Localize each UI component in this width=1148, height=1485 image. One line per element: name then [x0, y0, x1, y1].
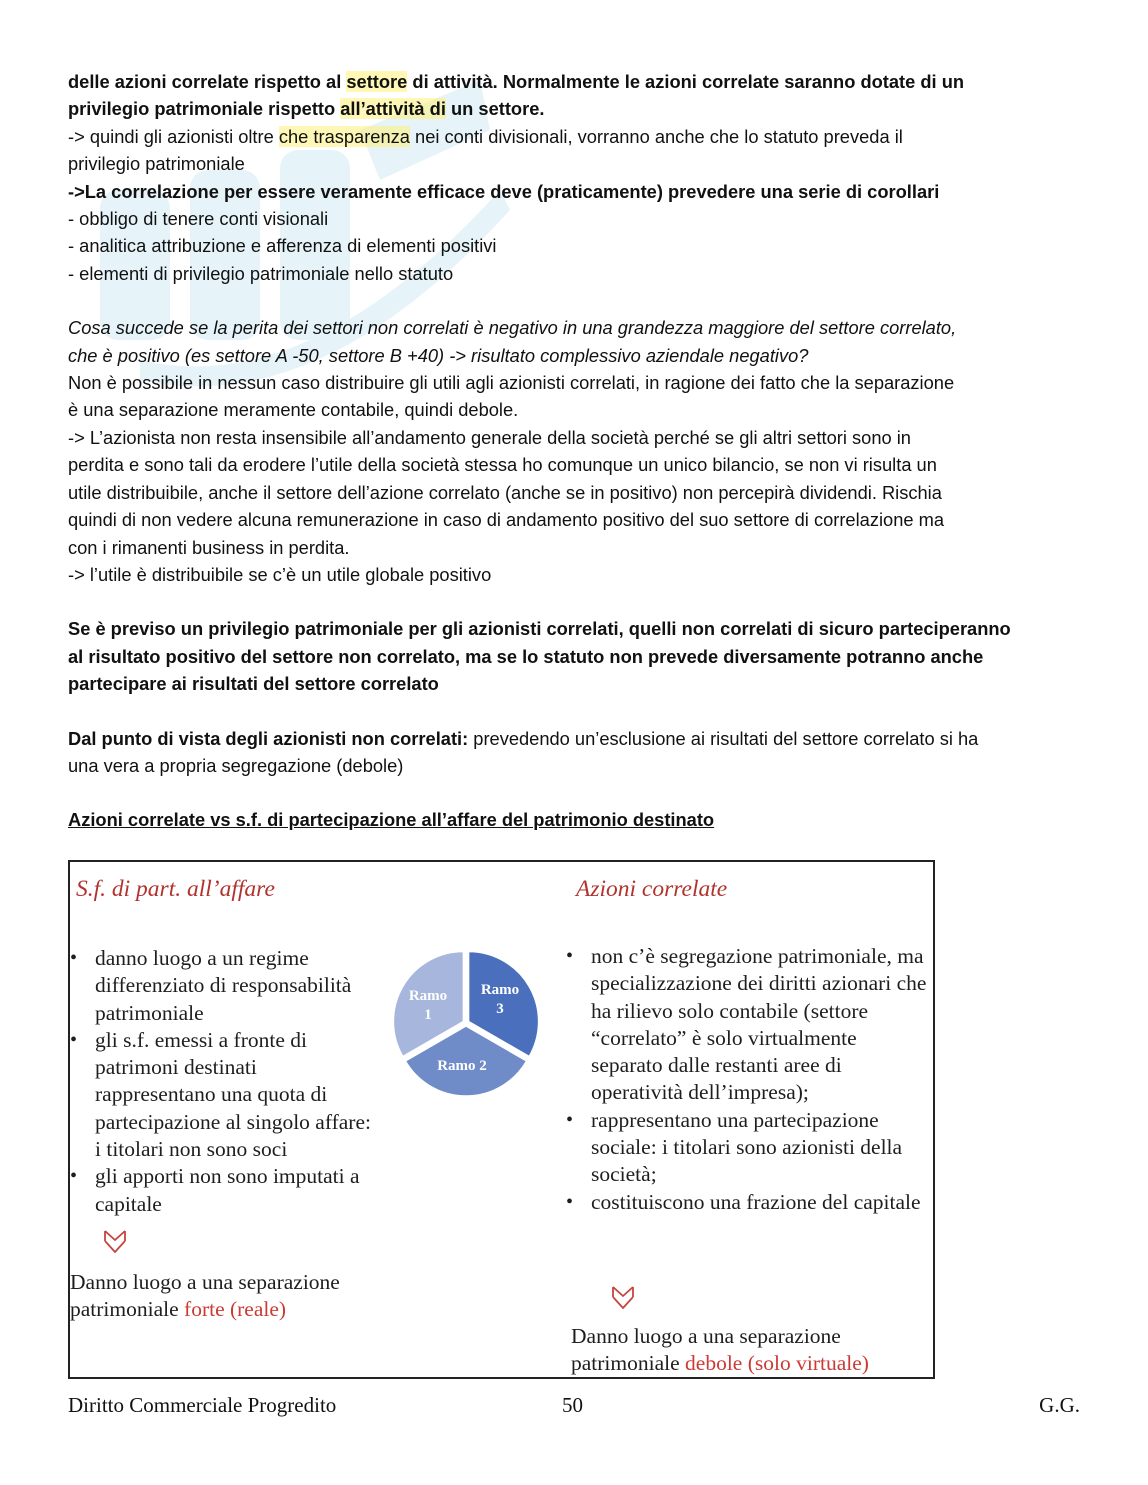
branch-pie-chart — [388, 950, 544, 1096]
right-conclusion — [571, 1323, 926, 1378]
question-line-1: Cosa succede se la perita dei settori non correlati è negativo in una grandezza maggiore del settore correlato, — [68, 317, 957, 339]
pie-label-ramo-3-a: Ramo — [480, 982, 520, 998]
pie-label-ramo-1-a: Ramo — [408, 988, 448, 1004]
left-bullet: • gli s.f. emessi a fronte di patrimoni destinati rappresentano una quota di partecipazione al singolo affare: i titolari non sono soci — [70, 1027, 382, 1163]
bold-para-line-2: al risultato positivo del settore non correlato, ma se lo statuto non prevede diversamente potranno anche — [68, 645, 984, 667]
left-conclusion — [70, 1269, 410, 1324]
answer-2-line-5: con i rimanenti business in perdita. — [68, 536, 350, 558]
right-bullet: • rappresentano una partecipazione sociale: i titolari sono azionisti della società; — [566, 1107, 931, 1189]
chevron-down-icon — [102, 1228, 128, 1256]
viewpoint-line-2: una vera a propria segregazione (debole) — [68, 754, 404, 776]
page-number: 50 — [562, 1393, 583, 1417]
left-column-title: S.f. di part. all’affare — [76, 876, 275, 902]
left-bullet: • danno luogo a un regime differenziato di responsabilità patrimoniale — [70, 945, 382, 1027]
para-2-line-2: privilegio patrimoniale — [68, 153, 245, 175]
right-conclusion-text: Danno luogo a una separazione patrimoniale — [571, 1324, 841, 1376]
para-1-line-1: delle azioni correlate rispetto al settore di attività. Normalmente le azioni correlate saranno dotate di un — [68, 71, 965, 92]
bold-para-line-3: partecipare ai risultati del settore correlato — [68, 673, 439, 695]
right-bullet: • non c’è segregazione patrimoniale, ma specializzazione dei diritti azionari che ha rilievo solo contabile (settore “correlato” è solo virtualmente separato dalle restanti aree di operatività dell’impresa); — [566, 943, 931, 1107]
para-1-line-2: privilegio patrimoniale rispetto all’attività di un settore. — [68, 98, 545, 120]
chevron-down-icon — [610, 1284, 636, 1312]
corollary-item-1: - obbligo di tenere conti visionali — [68, 208, 329, 230]
left-conclusion-highlight: forte (reale) — [184, 1297, 287, 1322]
question-line-2: che è positivo (es settore A -50, settore B +40) -> risultato complessivo aziendale negativo? — [68, 344, 809, 366]
page-footer — [68, 1393, 1080, 1423]
viewpoint-text: prevedendo un’esclusione ai risultati del settore correlato si ha — [468, 727, 979, 749]
answer-2-line-2: perdita e sono tali da erodere l’utile della società stessa ho comunque un unico bilancio, se non vi risulta un — [68, 454, 937, 476]
answer-1-line-2: è una separazione meramente contabile, quindi debole. — [68, 399, 519, 421]
highlighted-phrase: all’attività di — [340, 98, 446, 120]
answer-2-line-1: -> L’azionista non resta insensibile all’andamento generale della società perché se gli altri settori sono in — [68, 426, 911, 448]
highlighted-phrase: che trasparenza — [278, 125, 410, 147]
left-bullet: • gli apporti non sono imputati a capitale — [70, 1163, 382, 1218]
corollary-intro: ->La correlazione per essere veramente efficace deve (praticamente) prevedere una serie di corollari — [68, 180, 940, 202]
bold-para-line-1: Se è previso un privilegio patrimoniale per gli azionisti correlati, quelli non correlati di sicuro parteciperanno — [68, 618, 1011, 640]
answer-1-line-1: Non è possibile in nessun caso distribuire gli utili agli azionisti correlati, in ragione dei fatto che la separazione — [68, 372, 955, 394]
right-column-title: Azioni correlate — [576, 876, 728, 902]
corollary-item-2: - analitica attribuzione e afferenza di elementi positivi — [68, 235, 497, 257]
answer-3: -> l’utile è distribuibile se c’è un utile globale positivo — [68, 563, 492, 585]
footer-course-title: Diritto Commerciale Progredito — [68, 1393, 337, 1417]
viewpoint-label: Dal punto di vista degli azionisti non correlati: — [68, 727, 469, 749]
highlighted-phrase: settore — [346, 71, 408, 92]
pie-label-ramo-1-b: 1 — [424, 1007, 432, 1023]
right-bullet: • costituiscono una frazione del capitale — [566, 1189, 931, 1216]
right-conclusion-highlight: debole (solo virtuale) — [685, 1351, 869, 1376]
viewpoint-line-1 — [68, 725, 1088, 752]
answer-2-line-3: utile distribuibile, anche il settore dell’azione correlato (anche se in positivo) non percepirà dividendi. Rischia — [68, 481, 942, 503]
answer-2-line-4: quindi di non vedere alcuna remunerazione in caso di andamento positivo del suo settore di correlazione ma — [68, 509, 945, 531]
footer-initials: G.G. — [1039, 1393, 1080, 1417]
pie-label-ramo-3-b: 3 — [496, 1001, 504, 1017]
right-bullet-list — [566, 943, 931, 1216]
left-bullet-list — [70, 945, 382, 1218]
section-heading: Azioni correlate vs s.f. di partecipazione all’affare del patrimonio destinato — [68, 809, 715, 831]
pie-label-ramo-2: Ramo 2 — [437, 1058, 487, 1074]
para-2-line-1: -> quindi gli azionisti oltre che trasparenza nei conti divisionali, vorranno anche che lo statuto preveda il — [68, 125, 903, 147]
comparison-box — [68, 860, 935, 1379]
body-text — [68, 68, 1088, 834]
left-conclusion-text: Danno luogo a una separazione patrimoniale — [70, 1270, 340, 1322]
corollary-item-3: - elementi di privilegio patrimoniale nello statuto — [68, 262, 454, 284]
